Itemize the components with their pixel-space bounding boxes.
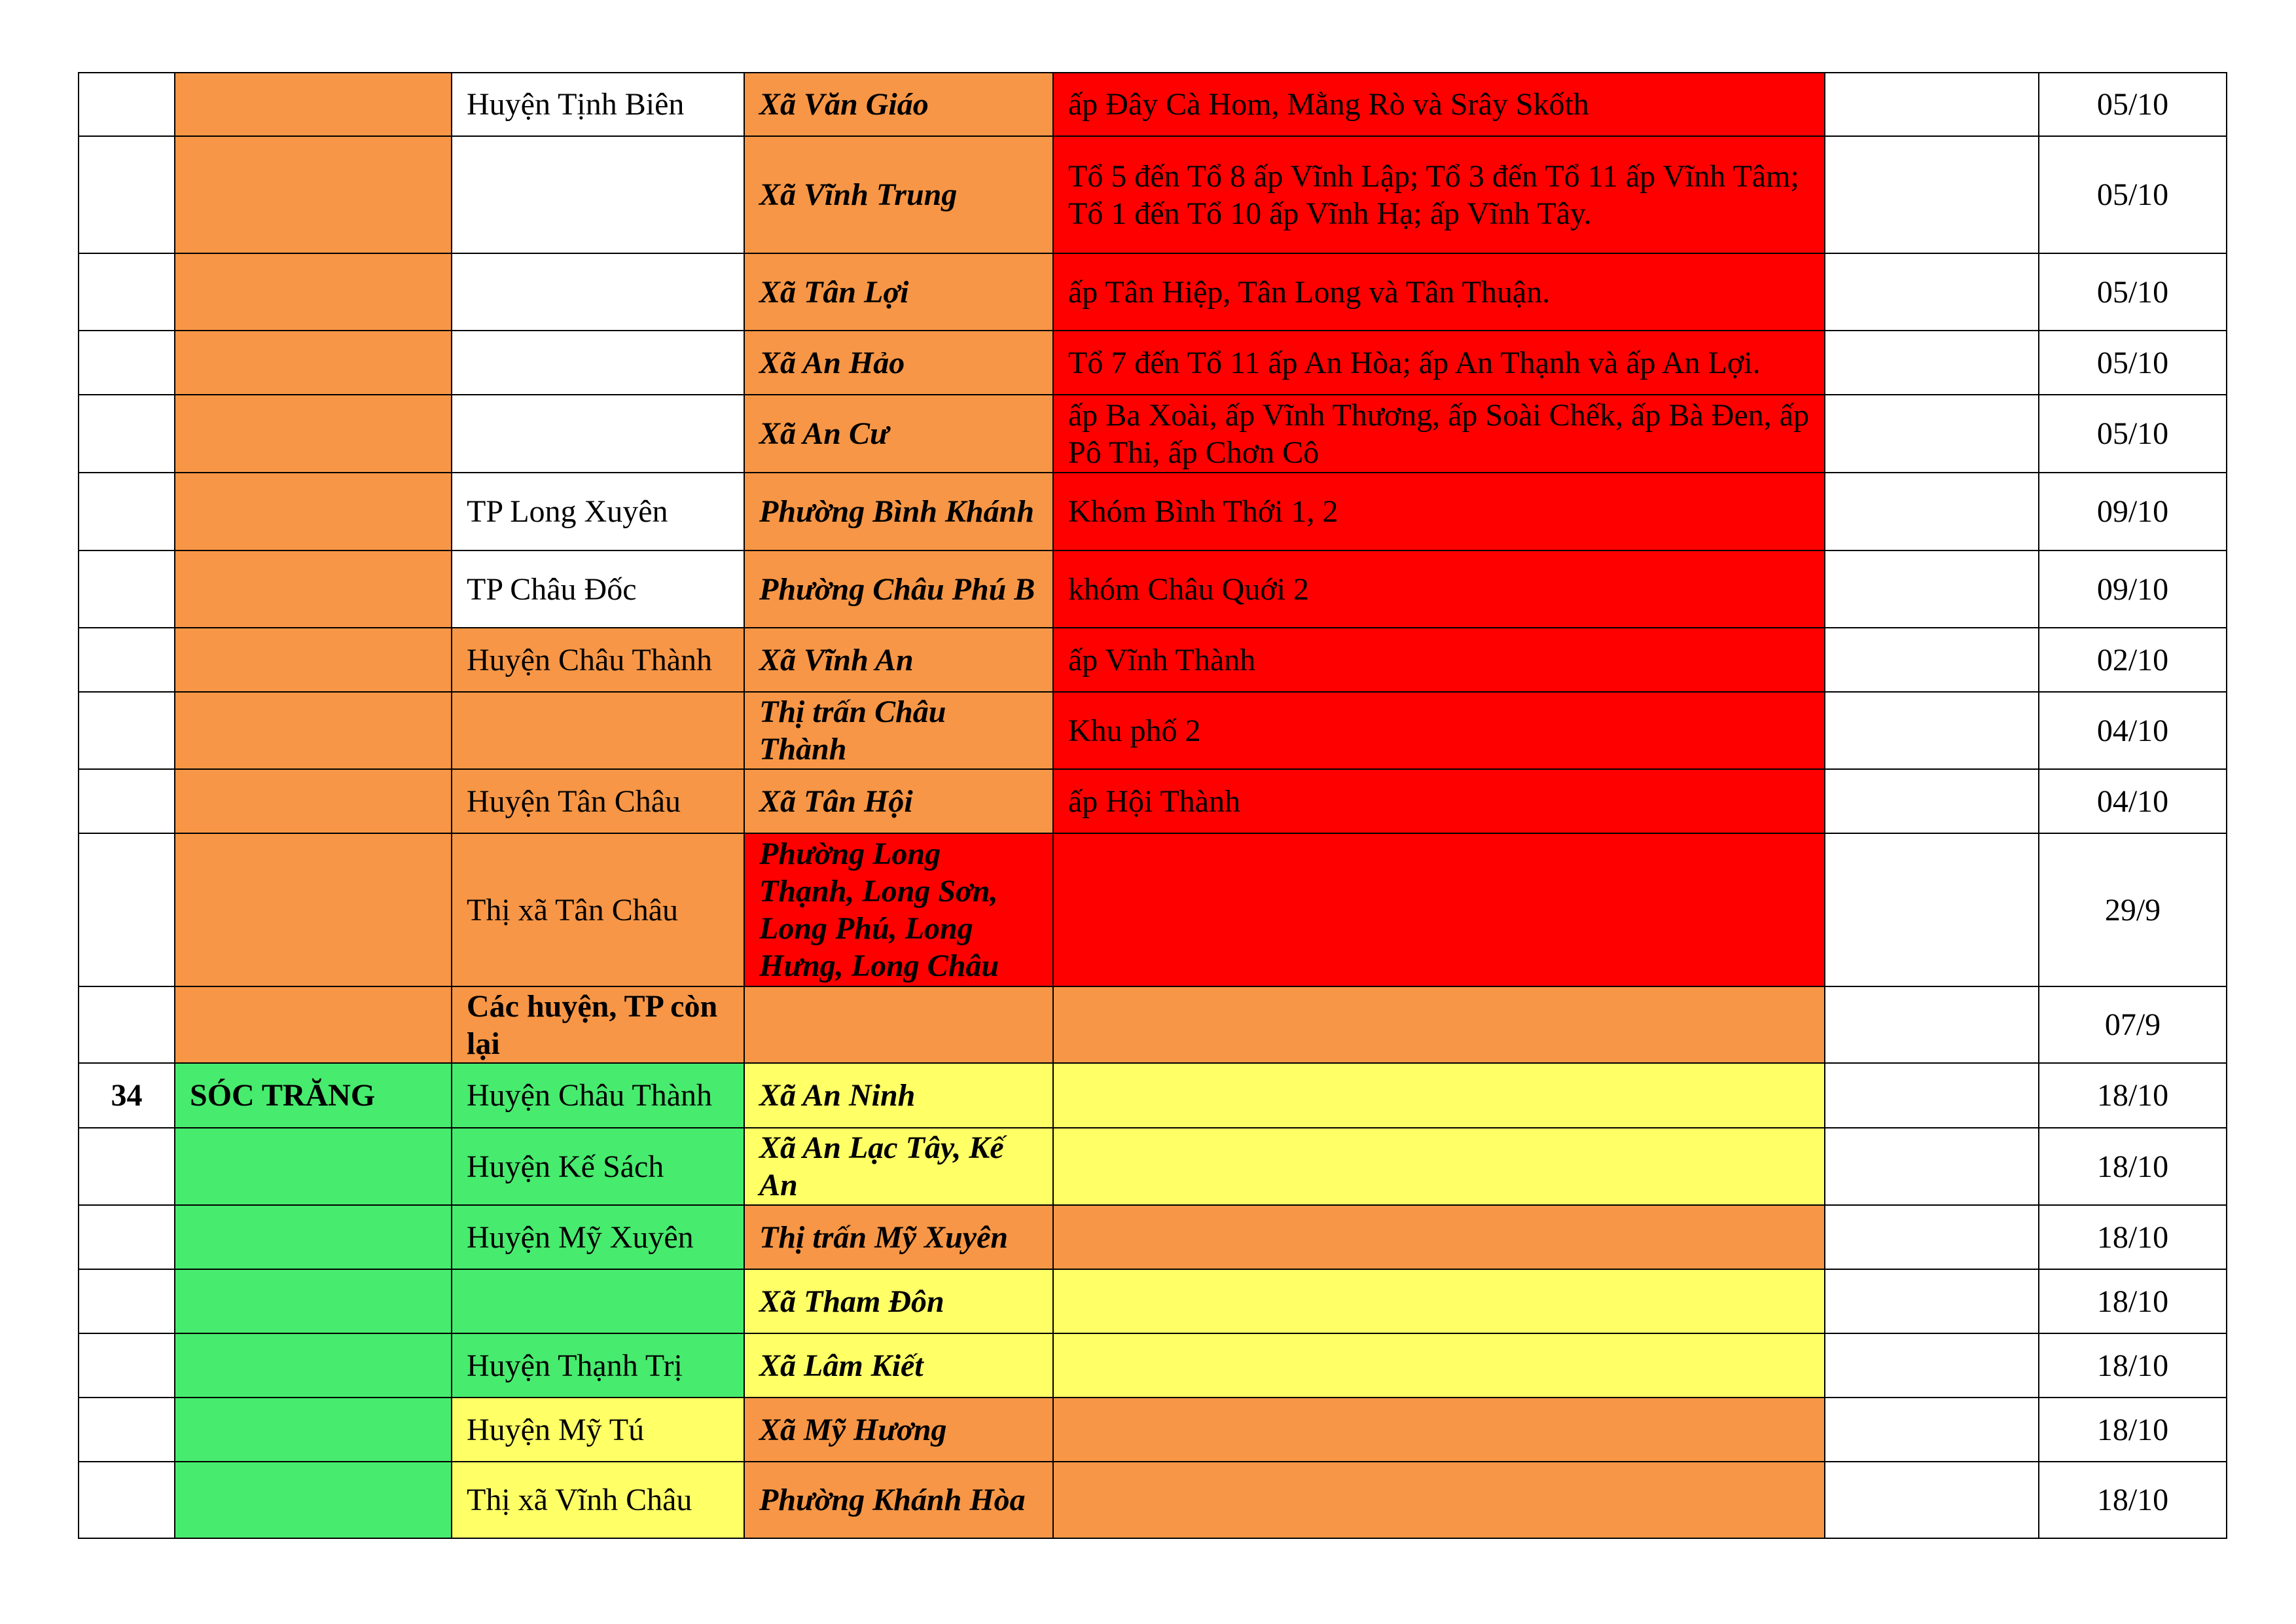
commune-cell: Thị trấn Châu Thành: [744, 692, 1053, 769]
district-cell: Huyện Châu Thành: [452, 628, 744, 692]
district-cell: Thị xã Tân Châu: [452, 833, 744, 986]
commune-cell: Xã Vĩnh Trung: [744, 136, 1053, 253]
date-cell: 09/10: [2039, 473, 2227, 550]
date-cell: 18/10: [2039, 1333, 2227, 1398]
province-cell: [175, 395, 452, 473]
table-row: [79, 331, 2227, 395]
note-cell: [1825, 1063, 2039, 1128]
note-cell: [1825, 769, 2039, 833]
table-row: [79, 1128, 2227, 1205]
commune-cell: Xã An Cư: [744, 395, 1053, 473]
commune-cell: Xã An Ninh: [744, 1063, 1053, 1128]
district-cell: TP Châu Đốc: [452, 550, 744, 628]
area-cell: ấp Hội Thành: [1053, 769, 1825, 833]
commune-cell: Phường Bình Khánh: [744, 473, 1053, 550]
zone-table: [78, 72, 2227, 1539]
table-row: [79, 1398, 2227, 1462]
commune-cell: Phường Khánh Hòa: [744, 1462, 1053, 1538]
date-cell: 29/9: [2039, 833, 2227, 986]
district-cell: [452, 395, 744, 473]
row-number: [79, 1269, 175, 1333]
row-number: [79, 395, 175, 473]
district-cell: Huyện Mỹ Xuyên: [452, 1205, 744, 1269]
commune-cell: Xã An Hảo: [744, 331, 1053, 395]
province-cell: [175, 1398, 452, 1462]
note-cell: [1825, 395, 2039, 473]
table-row: [79, 769, 2227, 833]
date-cell: 18/10: [2039, 1269, 2227, 1333]
row-number: [79, 550, 175, 628]
area-cell: [1053, 833, 1825, 986]
commune-cell: [744, 986, 1053, 1063]
province-cell: [175, 73, 452, 136]
district-cell: Các huyện, TP còn lại: [452, 986, 744, 1063]
date-cell: 05/10: [2039, 395, 2227, 473]
province-cell: [175, 1462, 452, 1538]
note-cell: [1825, 73, 2039, 136]
area-cell: [1053, 1269, 1825, 1333]
area-cell: Tổ 5 đến Tổ 8 ấp Vĩnh Lập; Tổ 3 đến Tổ 11 ấp Vĩnh Tâm; Tổ 1 đến Tổ 10 ấp Vĩnh Hạ; ấp Vĩnh Tây.: [1053, 136, 1825, 253]
table-row: [79, 986, 2227, 1063]
province-cell: [175, 769, 452, 833]
note-cell: [1825, 1205, 2039, 1269]
commune-cell: Phường Châu Phú B: [744, 550, 1053, 628]
district-cell: TP Long Xuyên: [452, 473, 744, 550]
date-cell: 05/10: [2039, 73, 2227, 136]
row-number: [79, 1333, 175, 1398]
table-row: [79, 1333, 2227, 1398]
province-cell: [175, 833, 452, 986]
area-cell: [1053, 1205, 1825, 1269]
row-number: [79, 136, 175, 253]
note-cell: [1825, 628, 2039, 692]
row-number: [79, 253, 175, 331]
row-number: [79, 1205, 175, 1269]
note-cell: [1825, 136, 2039, 253]
row-number: [79, 73, 175, 136]
note-cell: [1825, 692, 2039, 769]
district-cell: [452, 692, 744, 769]
note-cell: [1825, 1128, 2039, 1205]
province-cell: [175, 628, 452, 692]
date-cell: 18/10: [2039, 1462, 2227, 1538]
district-cell: Huyện Tân Châu: [452, 769, 744, 833]
commune-cell: Xã An Lạc Tây, Kế An: [744, 1128, 1053, 1205]
note-cell: [1825, 986, 2039, 1063]
area-cell: ấp Vĩnh Thành: [1053, 628, 1825, 692]
date-cell: 18/10: [2039, 1398, 2227, 1462]
area-cell: Khu phố 2: [1053, 692, 1825, 769]
commune-cell: Xã Lâm Kiết: [744, 1333, 1053, 1398]
province-cell: SÓC TRĂNG: [175, 1063, 452, 1128]
area-cell: [1053, 1333, 1825, 1398]
table-row: [79, 1205, 2227, 1269]
note-cell: [1825, 550, 2039, 628]
district-cell: Huyện Thạnh Trị: [452, 1333, 744, 1398]
note-cell: [1825, 1333, 2039, 1398]
district-cell: [452, 136, 744, 253]
district-cell: Thị xã Vĩnh Châu: [452, 1462, 744, 1538]
province-cell: [175, 1128, 452, 1205]
date-cell: 05/10: [2039, 253, 2227, 331]
district-cell: Huyện Tịnh Biên: [452, 73, 744, 136]
date-cell: 18/10: [2039, 1128, 2227, 1205]
note-cell: [1825, 1269, 2039, 1333]
date-cell: 04/10: [2039, 769, 2227, 833]
area-cell: [1053, 986, 1825, 1063]
commune-cell: Xã Tân Hội: [744, 769, 1053, 833]
province-cell: [175, 1205, 452, 1269]
row-number: [79, 833, 175, 986]
area-cell: [1053, 1398, 1825, 1462]
province-cell: [175, 1333, 452, 1398]
note-cell: [1825, 1398, 2039, 1462]
note-cell: [1825, 331, 2039, 395]
province-cell: [175, 1269, 452, 1333]
date-cell: 07/9: [2039, 986, 2227, 1063]
row-number: [79, 986, 175, 1063]
table-row: [79, 550, 2227, 628]
row-number: [79, 331, 175, 395]
table-row: [79, 628, 2227, 692]
table-row: [79, 1269, 2227, 1333]
district-cell: [452, 1269, 744, 1333]
note-cell: [1825, 1462, 2039, 1538]
province-cell: [175, 253, 452, 331]
date-cell: 18/10: [2039, 1205, 2227, 1269]
area-cell: ấp Đây Cà Hom, Mằng Rò và Srây Skốth: [1053, 73, 1825, 136]
province-cell: [175, 692, 452, 769]
province-cell: [175, 550, 452, 628]
row-number: [79, 628, 175, 692]
table-row: [79, 136, 2227, 253]
date-cell: 04/10: [2039, 692, 2227, 769]
table-row: [79, 253, 2227, 331]
note-cell: [1825, 473, 2039, 550]
row-number: [79, 1398, 175, 1462]
district-cell: [452, 253, 744, 331]
table-row: [79, 473, 2227, 550]
commune-cell: Xã Mỹ Hương: [744, 1398, 1053, 1462]
note-cell: [1825, 253, 2039, 331]
row-number: [79, 692, 175, 769]
row-number: [79, 1462, 175, 1538]
province-cell: [175, 136, 452, 253]
commune-cell: Xã Vĩnh An: [744, 628, 1053, 692]
commune-cell: Xã Tham Đôn: [744, 1269, 1053, 1333]
row-number: [79, 473, 175, 550]
area-cell: [1053, 1063, 1825, 1128]
note-cell: [1825, 833, 2039, 986]
date-cell: 05/10: [2039, 136, 2227, 253]
area-cell: ấp Tân Hiệp, Tân Long và Tân Thuận.: [1053, 253, 1825, 331]
table-row: [79, 1063, 2227, 1128]
area-cell: Tổ 7 đến Tổ 11 ấp An Hòa; ấp An Thạnh và ấp An Lợi.: [1053, 331, 1825, 395]
table-row: [79, 692, 2227, 769]
district-cell: Huyện Kế Sách: [452, 1128, 744, 1205]
row-number: [79, 769, 175, 833]
district-cell: Huyện Châu Thành: [452, 1063, 744, 1128]
province-cell: [175, 473, 452, 550]
province-cell: [175, 986, 452, 1063]
area-cell: khóm Châu Quới 2: [1053, 550, 1825, 628]
table-row: [79, 1462, 2227, 1538]
table-row: [79, 395, 2227, 473]
commune-cell: Xã Tân Lợi: [744, 253, 1053, 331]
commune-cell: Xã Văn Giáo: [744, 73, 1053, 136]
table-row: [79, 73, 2227, 136]
province-cell: [175, 331, 452, 395]
commune-cell: Phường Long Thạnh, Long Sơn, Long Phú, Long Hưng, Long Châu: [744, 833, 1053, 986]
commune-cell: Thị trấn Mỹ Xuyên: [744, 1205, 1053, 1269]
table-row: [79, 833, 2227, 986]
area-cell: ấp Ba Xoài, ấp Vĩnh Thương, ấp Soài Chếk, ấp Bà Đen, ấp Pô Thi, ấp Chơn Cô: [1053, 395, 1825, 473]
area-cell: [1053, 1128, 1825, 1205]
date-cell: 02/10: [2039, 628, 2227, 692]
district-cell: Huyện Mỹ Tú: [452, 1398, 744, 1462]
date-cell: 09/10: [2039, 550, 2227, 628]
row-number: 34: [79, 1063, 175, 1128]
row-number: [79, 1128, 175, 1205]
area-cell: Khóm Bình Thới 1, 2: [1053, 473, 1825, 550]
date-cell: 05/10: [2039, 331, 2227, 395]
area-cell: [1053, 1462, 1825, 1538]
date-cell: 18/10: [2039, 1063, 2227, 1128]
district-cell: [452, 331, 744, 395]
